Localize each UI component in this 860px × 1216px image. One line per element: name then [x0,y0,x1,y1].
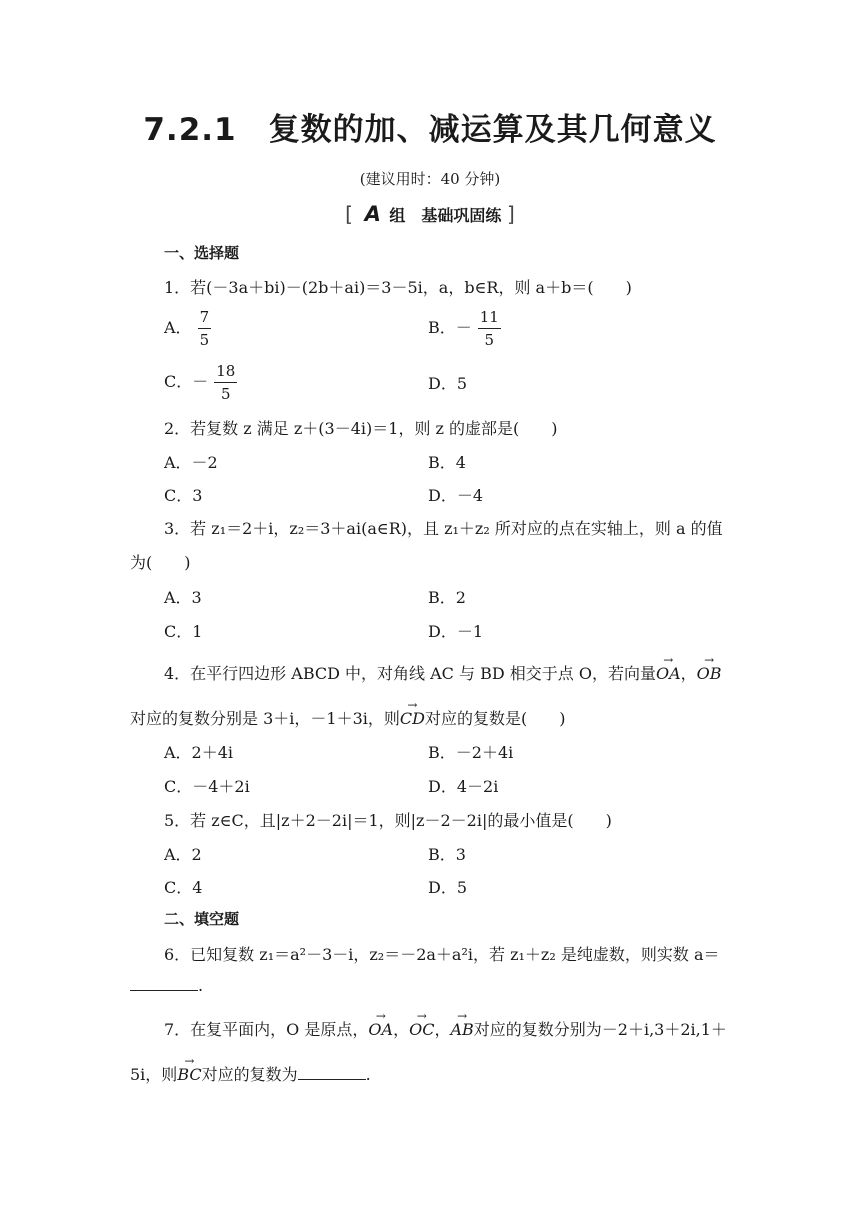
vector-cd: → CD [400,709,425,728]
q3-option-c: C．1 [164,622,203,641]
group-bracket-right: ] [507,202,515,226]
vector-oc: → OC [409,1020,434,1039]
q2-option-c: C．3 [164,486,203,505]
suggested-time: (建议用时：40 分钟) [359,170,501,188]
q4-option-d: D．4－2i [428,777,499,796]
answer-blank[interactable] [298,1065,366,1080]
vector-bc: → BC [177,1065,201,1084]
group-header [0,202,860,226]
q2-option-d: D．－4 [428,486,484,505]
vector-ob: → OB [697,664,722,683]
question-6-line-1: 6．已知复数 z₁＝a²－3－i，z₂＝－2a＋a²i，若 z₁＋z₂ 是纯虚数，则实数 a＝ [164,945,720,964]
section-fill-in: 二、填空题 [164,910,240,928]
question-3-line-1: 3．若 z₁＝2＋i，z₂＝3＋ai(a∈R)，且 z₁＋z₂ 所对应的点在实轴上，则 a 的值 [164,519,723,538]
group-letter: A [364,202,381,226]
q5-option-a: A．2 [164,845,202,864]
q4-option-c: C．－4＋2i [164,777,250,796]
question-7-line-2: 5i，则→ BC对应的复数为 . [130,1062,371,1085]
q4-option-a: A．2＋4i [164,743,234,762]
q4-option-b: B．－2＋4i [428,743,514,762]
q1-option-b: B．－ $\frac{11}{5}$ [428,308,499,349]
vector-ab: → AB [450,1020,473,1039]
question-4-line-2: 对应的复数分别是 3＋i，－1＋3i，则→ CD对应的复数是( ) [130,706,565,729]
section-choice: 一、选择题 [164,244,240,262]
q1-option-a: A． $\frac{7}{5}$ [164,308,210,349]
answer-blank[interactable] [130,976,198,991]
question-2: 2．若复数 z 满足 z＋(3－4i)＝1，则 z 的虚部是( ) [164,419,558,438]
group-bracket-left: [ [345,202,353,226]
vector-oa: → OA [368,1020,393,1039]
q1-option-d: D．5 [428,374,468,393]
q3-option-d: D．－1 [428,622,484,641]
page-title: 7.2.1 复数的加、减运算及其几何意义 [143,112,717,148]
q5-option-c: C．4 [164,878,203,897]
question-1: 1．若(－3a＋bi)－(2b＋ai)＝3－5i，a，b∈R，则 a＋b＝( ) [164,278,632,297]
question-7-line-1: 7．在复平面内，O 是原点，→ OA，→ OC，→ AB对应的复数分别为－2＋i,3＋2i,1＋ [164,1017,727,1040]
vector-oa: → OA [656,664,681,683]
q5-option-d: D．5 [428,878,468,897]
q1-option-c: C．－ $\frac{18}{5}$ [164,362,236,403]
q5-option-b: B．3 [428,845,466,864]
q2-option-a: A．－2 [164,453,218,472]
q3-option-b: B．2 [428,588,466,607]
question-5: 5．若 z∈C，且|z＋2－2i|＝1，则|z－2－2i|的最小值是( ) [164,811,612,830]
q2-option-b: B．4 [428,453,466,472]
q3-option-a: A．3 [164,588,202,607]
group-title: 组 基础巩固练 [389,206,502,225]
question-3-line-2: 为( ) [130,553,191,572]
question-6-line-2: . [130,976,203,995]
question-4-line-1: 4．在平行四边形 ABCD 中，对角线 AC 与 BD 相交于点 O，若向量→ OA，→ OB [164,661,722,684]
